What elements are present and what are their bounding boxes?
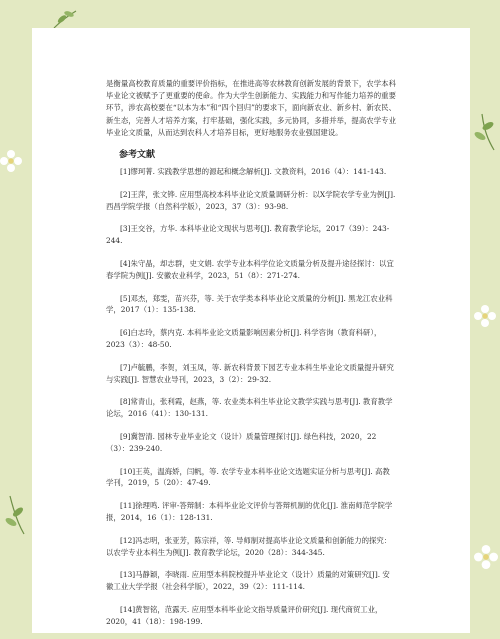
flower-icon <box>0 150 22 172</box>
leaf-sprig-icon <box>4 494 30 536</box>
reference-item: [12]冯志明，张亚芳，陈宗祥，等. 导师制对提高毕业论文质量和创新能力的探究：以农学专业本科生为例[J]. 教育教学论坛，2020（28）：344-345. <box>106 535 392 557</box>
reference-item: [5]邓杰，郑雯，苗兴芬，等. 关于农学类本科毕业论文质量的分析[J]. 黑龙江农业科学，2017（1）：135-138. <box>106 293 393 315</box>
reference-item: [4]朱守晶，却志群，史文娟. 农学专业本科学位论文质量分析及提升途径探讨：以宜春学院为例[J]. 安徽农业科学，2023，51（8）：271-274. <box>106 259 394 280</box>
document-body <box>106 78 396 639</box>
reference-item: [9]冀智清. 园林专业毕业论文（设计）质量管理探讨[J]. 绿色科技，2020，22（3）：239-240. <box>106 431 377 453</box>
reference-item: [3]王交谷，方华. 本科毕业论文现状与思考[J]. 教育教学论坛，2017（39）：243-244. <box>106 224 390 246</box>
references-heading: 参考文献 <box>119 150 156 161</box>
reference-item: [14]黄智铭，范露天. 应用型本科毕业论文指导质量评价研究[J]. 现代商贸工业，2020，41（18）：198-199. <box>106 604 383 626</box>
leaf-sprig-icon <box>52 8 78 30</box>
body-paragraph: 是衡量高校教育质量的重要评价指标，在推进高等农林教育创新发展的背景下，农学本科毕业论文被赋予了更重要的使命。作为大学生创新能力、实践能力和写作能力培养的重要环节，涉农高校要在“以本为本”和“四个回归”的要求下，面向新农业、新乡村、新农民、新生态，完善人才培养方案，打牢基础，强化实践，多元协同，多措并举，提高农学专业毕业论文质量，从而达到农科人才培养目标，更好地服务农业强国建设。 <box>106 79 396 137</box>
flower-icon <box>474 305 496 327</box>
reference-list <box>106 166 396 628</box>
reference-item: [11]徐理鸣. 评审-答辩制：本科毕业论文评价与答辩机制的优化[J]. 淮南师范学院学报，2014，16（1）：128-131. <box>106 501 393 522</box>
reference-item: [13]马静颖，李晓雨. 应用型本科院校提升毕业论文（设计）质量的对策研究[J]. 安徽工业大学学报（社会科学版），2022，39（2）：111-114. <box>106 570 390 592</box>
reference-item: [1]缪珂菁. 实践教学思想的源起和概念解析[J]. 文教资料，2016（4）：141-143. <box>120 167 387 177</box>
reference-item: [2]王萍，张文铧. 应用型高校本科毕业论文质量调研分析：以X学院农学专业为例[J]. 西昌学院学报（自然科学版），2023，37（3）：93-98. <box>106 189 396 211</box>
leaf-sprig-icon <box>474 112 500 152</box>
reference-item: [10]王英，温海娇，闫帆，等. 农学专业本科毕业论文选题实证分析与思考[J]. 高教学刊，2019，5（20）：47-49. <box>106 466 390 488</box>
flower-icon <box>474 545 498 569</box>
reference-item: [6]白志玲，蔡内克. 本科毕业论文质量影响因素分析[J]. 科学咨询（教育科研），2023（3）：48-50. <box>106 328 382 349</box>
reference-item: [7]卢毓鹏，李贺，刘玉凤，等. 新农科背景下园艺专业本科生毕业论文质量提升研究与实践[J]. 智慧农业导刊，2023，3（2）：29-32. <box>106 362 394 384</box>
reference-item: [8]常青山，张利霞，赵燕，等. 农业类本科生毕业论文教学实践与思考[J]. 教育教学论坛，2016（41）：130-131. <box>106 397 393 419</box>
